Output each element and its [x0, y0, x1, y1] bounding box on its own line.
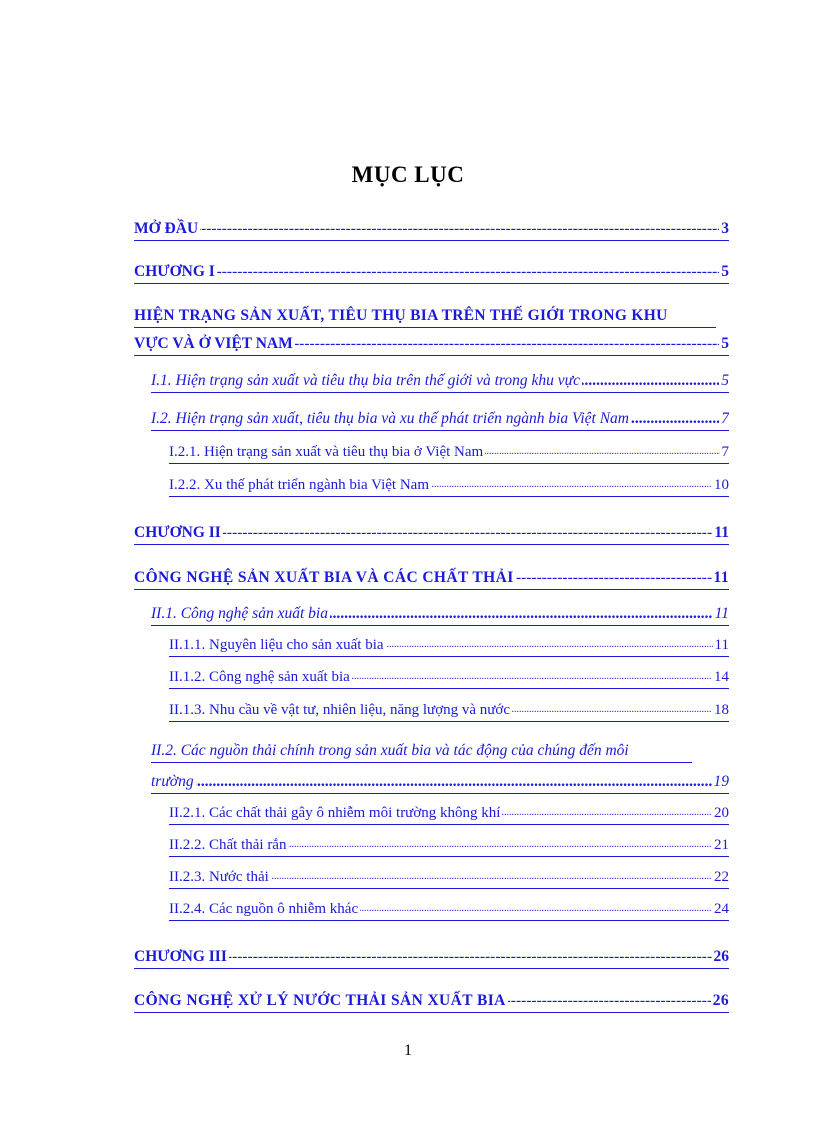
toc-leader: [134, 261, 729, 283]
page-title: MỤC LỤC: [351, 162, 465, 187]
toc-entry-label: II.1.3. Nhu cầu về vật tư, nhiên liệu, năng lượng và nước: [169, 699, 512, 721]
toc-entry-label: II.2.2. Chất thải rắn: [169, 834, 288, 856]
toc-entry-label: II.1.2. Công nghệ sản xuất bia: [169, 666, 352, 688]
toc-leader: [151, 771, 729, 793]
toc-entry-page: 21: [712, 834, 729, 856]
toc-entry-label: II.1. Công nghệ sản xuất bia: [151, 603, 330, 625]
toc-entry-section-2-1[interactable]: [151, 603, 729, 626]
toc-entry-page: 7: [720, 441, 730, 463]
toc-entry-label: CÔNG NGHỆ SẢN XUẤT BIA VÀ CÁC CHẤT THẢI: [134, 567, 516, 589]
toc-entry-section-1-1[interactable]: [151, 370, 729, 393]
toc-entry-section-2-1-1[interactable]: [169, 634, 729, 657]
toc-entry-label: VỰC VÀ Ở VIỆT NAM: [134, 333, 295, 355]
toc-entry-chuong-1-title-line1[interactable]: HIỆN TRẠNG SẢN XUẤT, TIÊU THỤ BIA TRÊN THẾ GIỚI TRONG KHU: [134, 305, 716, 328]
toc-entry-page: 19: [712, 771, 730, 793]
toc-entry-page: 14: [712, 666, 729, 688]
toc-entry-section-1-2-2[interactable]: [169, 474, 729, 497]
toc-entry-page: 11: [712, 567, 729, 589]
toc-entry-chuong-3[interactable]: [134, 946, 729, 969]
toc-entry-chuong-2[interactable]: [134, 522, 729, 545]
toc-entry-page: 5: [719, 333, 729, 355]
toc-entry-label: II.2.3. Nước thải: [169, 866, 271, 888]
toc-entry-label: I.2. Hiện trạng sản xuất, tiêu thụ bia và xu thế phát triển ngành bia Việt Nam: [151, 408, 631, 430]
toc-entry-section-2-2-line1[interactable]: II.2. Các nguồn thải chính trong sản xuất bia và tác động của chúng đến môi: [151, 740, 692, 763]
toc-entry-chuong-3-title[interactable]: [134, 990, 729, 1013]
toc-entry-page: 7: [719, 408, 729, 430]
toc-entry-section-2-2-1[interactable]: [169, 802, 729, 825]
toc-entry-label: I.1. Hiện trạng sản xuất và tiêu thụ bia trên thế giới và trong khu vực: [151, 370, 582, 392]
toc-entry-page: 20: [712, 802, 729, 824]
toc-entry-section-2-1-2[interactable]: [169, 666, 729, 689]
toc-leader: [134, 218, 729, 240]
toc-entry-chuong-1-title[interactable]: [134, 333, 729, 356]
toc-entry-section-2-1-3[interactable]: [169, 699, 729, 722]
toc-entry-chuong-1[interactable]: [134, 261, 729, 284]
toc-entry-section-2-2-2[interactable]: [169, 834, 729, 857]
toc-entry-page: 10: [712, 474, 729, 496]
toc-entry-section-2-2[interactable]: [151, 771, 729, 794]
toc-entry-label: I.2.1. Hiện trạng sản xuất và tiêu thụ bia ở Việt Nam: [169, 441, 485, 463]
toc-entry-label: CHƯƠNG II: [134, 522, 223, 544]
toc-entry-page: 26: [711, 990, 729, 1012]
toc-entry-section-1-2-1[interactable]: [169, 441, 729, 464]
toc-entry-page: 24: [712, 898, 729, 920]
toc-leader: [134, 522, 729, 544]
toc-entry-page: 11: [713, 603, 729, 625]
toc-entry-label: CHƯƠNG III: [134, 946, 229, 968]
toc-entry-page: 3: [719, 218, 729, 240]
toc-entry-section-2-2-4[interactable]: [169, 898, 729, 921]
toc-entry-label: I.2.2. Xu thế phát triển ngành bia Việt Nam: [169, 474, 431, 496]
toc-entry-label: II.1.1. Nguyên liệu cho sản xuất bia: [169, 634, 386, 656]
toc-entry-page: 11: [713, 634, 729, 656]
toc-entry-page: 26: [712, 946, 730, 968]
toc-entry-mo-dau[interactable]: [134, 218, 729, 241]
toc-entry-label: CHƯƠNG I: [134, 261, 217, 283]
toc-entry-label: CÔNG NGHỆ XỬ LÝ NƯỚC THẢI SẢN XUẤT BIA: [134, 990, 508, 1012]
toc-entry-label: II.2.1. Các chất thải gây ô nhiễm môi trường không khí: [169, 802, 502, 824]
toc-entry-section-1-2[interactable]: [151, 408, 729, 431]
toc-entry-page: 5: [719, 370, 729, 392]
page-number: 1: [404, 1042, 412, 1059]
toc-entry-page: 18: [712, 699, 729, 721]
toc-entry-label: MỞ ĐẦU: [134, 218, 200, 240]
toc-entry-page: 11: [712, 522, 729, 544]
toc-entry-page: 22: [712, 866, 729, 888]
toc-entry-section-2-2-3[interactable]: [169, 866, 729, 889]
toc-entry-label: trường: [151, 771, 196, 793]
toc-entry-label: II.2.4. Các nguồn ô nhiễm khác: [169, 898, 360, 920]
toc-entry-page: 5: [719, 261, 729, 283]
toc-entry-chuong-2-title[interactable]: [134, 567, 729, 590]
